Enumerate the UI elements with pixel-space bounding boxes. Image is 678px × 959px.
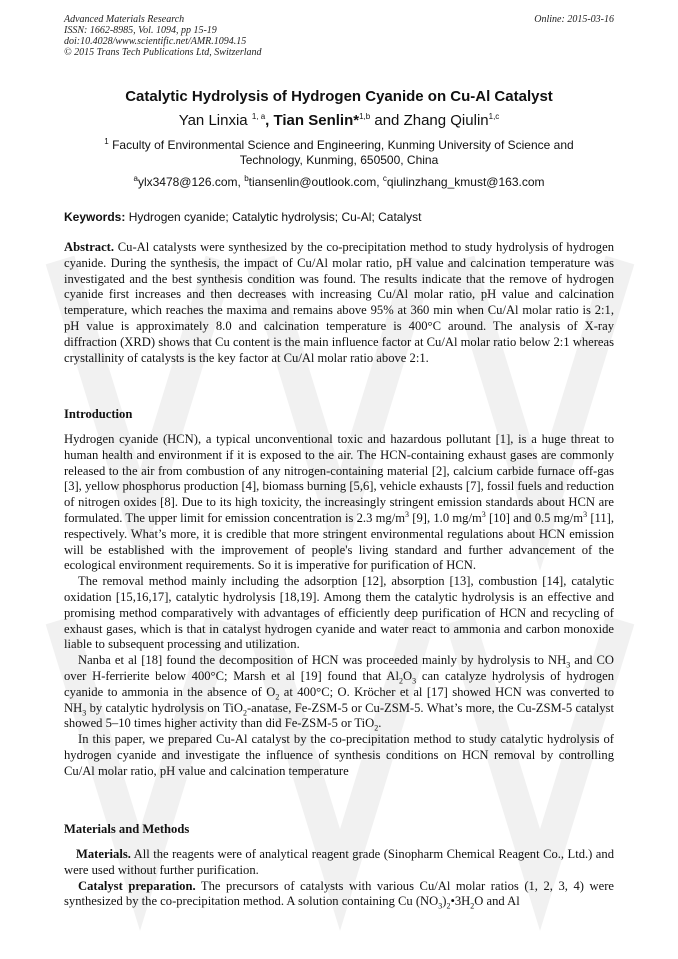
- paragraph: Catalyst preparation. The precursors of catalysts with various Cu/Al molar ratios (1, 2, 3, 4) were synthesized by the co-precipitation method. A solution containing Cu $(NO_3)_2•3H_2O$ and Al: [64, 878, 614, 911]
- keywords-label: Keywords:: [64, 210, 126, 224]
- methods-body: [64, 847, 614, 910]
- email-b[interactable]: tiansenlin@outlook.com,: [248, 175, 383, 189]
- affiliation-text: Faculty of Environmental Science and Engineering, Kunming University of Science and Technology, Kunming, 650500, China: [112, 138, 574, 167]
- author-sup: 1,b: [359, 112, 371, 121]
- author-sup: 1,c: [488, 112, 500, 121]
- paragraph: Hydrogen cyanide (HCN), a typical unconventional toxic and hazardous pollutant [1], is a huge threat to human health and environment if it is exposed to the air. The HCN-containing exhaust gases are commonly released to the air from combustion of any nitrogen-containing material [2], calcium carbide furnace off-gas [3], yellow phosphorus production [4], biomass burning [5,6], vehicle exhausts [7], fossil fuels and reduction of nitrogen oxides [8]. Due to its high toxicity, the increasingly stringent emission standards about HCN are formulated. The upper limit for emission concentration is 2.3 $mg/m^3$ [9], 1.0 $mg/m^3$ [10] and 0.5 $mg/m^3$ [11], respectively. What’s more, it is credible that more stringent environmental regulations about HCN emission will be established with the improvement of people's living standard and further advancement of the ecological environment requirements. So it is imperative for purification of HCN.: [64, 432, 614, 573]
- email-c[interactable]: qiulinzhang_kmust@163.com: [386, 175, 545, 189]
- author-sup: 1, a: [251, 112, 266, 121]
- author-list: [40, 112, 638, 129]
- author-name: , Tian Senlin*: [265, 112, 360, 129]
- author-name: Yan Linxia: [178, 112, 248, 129]
- paragraph: Materials. All the reagents were of analytical reagent grade (Sinopharm Chemical Reagent Co., Ltd.) and were used without further purification.: [64, 847, 614, 877]
- introduction-body: [64, 432, 614, 780]
- catalyst-prep-label: Catalyst preparation.: [78, 878, 196, 893]
- doi: doi:10.4028/www.scientific.net/AMR.1094.15: [64, 36, 247, 47]
- journal-header: [64, 14, 262, 58]
- email-a[interactable]: ylx3478@126.com,: [137, 175, 245, 189]
- paper-title: Catalytic Hydrolysis of Hydrogen Cyanide on Cu-Al Catalyst: [125, 88, 553, 105]
- methods-heading: Materials and Methods: [64, 822, 190, 836]
- keywords: [64, 210, 421, 224]
- paragraph: The removal method mainly including the adsorption [12], absorption [13], combustion [14], catalytic oxidation [15,16,17], catalytic hydrolysis [18,19]. Among them the catalytic hydrolysis is an effective and promising method comparatively with advantages of efficiently deep purification of HCN and recycling of exhaust gases, which is that in catalyst hydrogen cyanide and water react to ammonia and carbon monoxide liable to subsequent processing and utilization.: [64, 574, 614, 652]
- introduction-heading: Introduction: [64, 407, 133, 421]
- journal-name: Advanced Materials Research: [64, 14, 185, 25]
- copyright: © 2015 Trans Tech Publications Ltd, Switzerland: [64, 47, 262, 58]
- materials-label: Materials.: [76, 847, 131, 861]
- abstract-label: Abstract.: [64, 240, 115, 254]
- paragraph: In this paper, we prepared Cu-Al catalyst by the co-precipitation method to study catalytic hydrolysis of hydrogen cyanide and investigate the influence of synthesis conditions on HCN removal by controlling Cu/Al molar ratio, pH value and calcination temperature: [64, 732, 614, 778]
- affiliation-sup: 1: [104, 137, 109, 146]
- author-name: and Zhang Qiulin: [370, 112, 489, 129]
- keywords-text: Hydrogen cyanide; Catalytic hydrolysis; Cu-Al; Catalyst: [125, 210, 422, 224]
- issn: ISSN: 1662-8985, Vol. 1094, pp 15-19: [64, 25, 217, 36]
- author-emails: $^a$ylx3478@126.com, $^b$tiansenlin@outlook.com, $^c$qiulinzhang_kmust@163.com: [133, 174, 545, 189]
- abstract: [64, 240, 614, 366]
- abstract-text: Cu-Al catalysts were synthesized by the co-precipitation method to study hydrolysis of hydrogen cyanide. During the synthesis, the impact of Cu/Al molar ratio, pH value and calcination temperature was investigated and the best synthesis condition was found. The results indicate that the remove of hydrogen cyanide first increases and then decreases with increasing Cu/Al molar ratio, pH value and calcination temperature, which reaches the maxima and remains above 95% at 360 min when Cu/Al molar ratio is 2:1, pH value is approximately 8.0 and calcination temperature is 400°C around. The analysis of X-ray diffraction (XRD) shows that Cu content is the main influence factor at Cu/Al molar ratio below 2:1 whereas crystallinity of catalysts is the key factor at Cu/Al molar ratio above 2:1.: [64, 240, 614, 365]
- online-date: Online: 2015-03-16: [534, 14, 614, 25]
- affiliation: [80, 138, 598, 168]
- paragraph: Nanba et al [18] found the decomposition of HCN was proceeded mainly by hydrolysis to $NH_3$ and CO over H-ferrierite below 400°C; Marsh et al [19] found that $Al_2O_3$ can catalyze hydrolysis of hydrogen cyanide to ammonia in the absence of $O_2$ at 400°C; O. Kröcher et al [17] showed HCN was converted to $NH_3$ by catalytic hydrolysis on TiO$_2$-anatase, Fe-ZSM-5 or Cu-ZSM-5. What’s more, the Cu-ZSM-5 catalyst showed 5–10 times higher activity than did Fe-ZSM-5 or TiO$_2$.: [64, 653, 615, 733]
